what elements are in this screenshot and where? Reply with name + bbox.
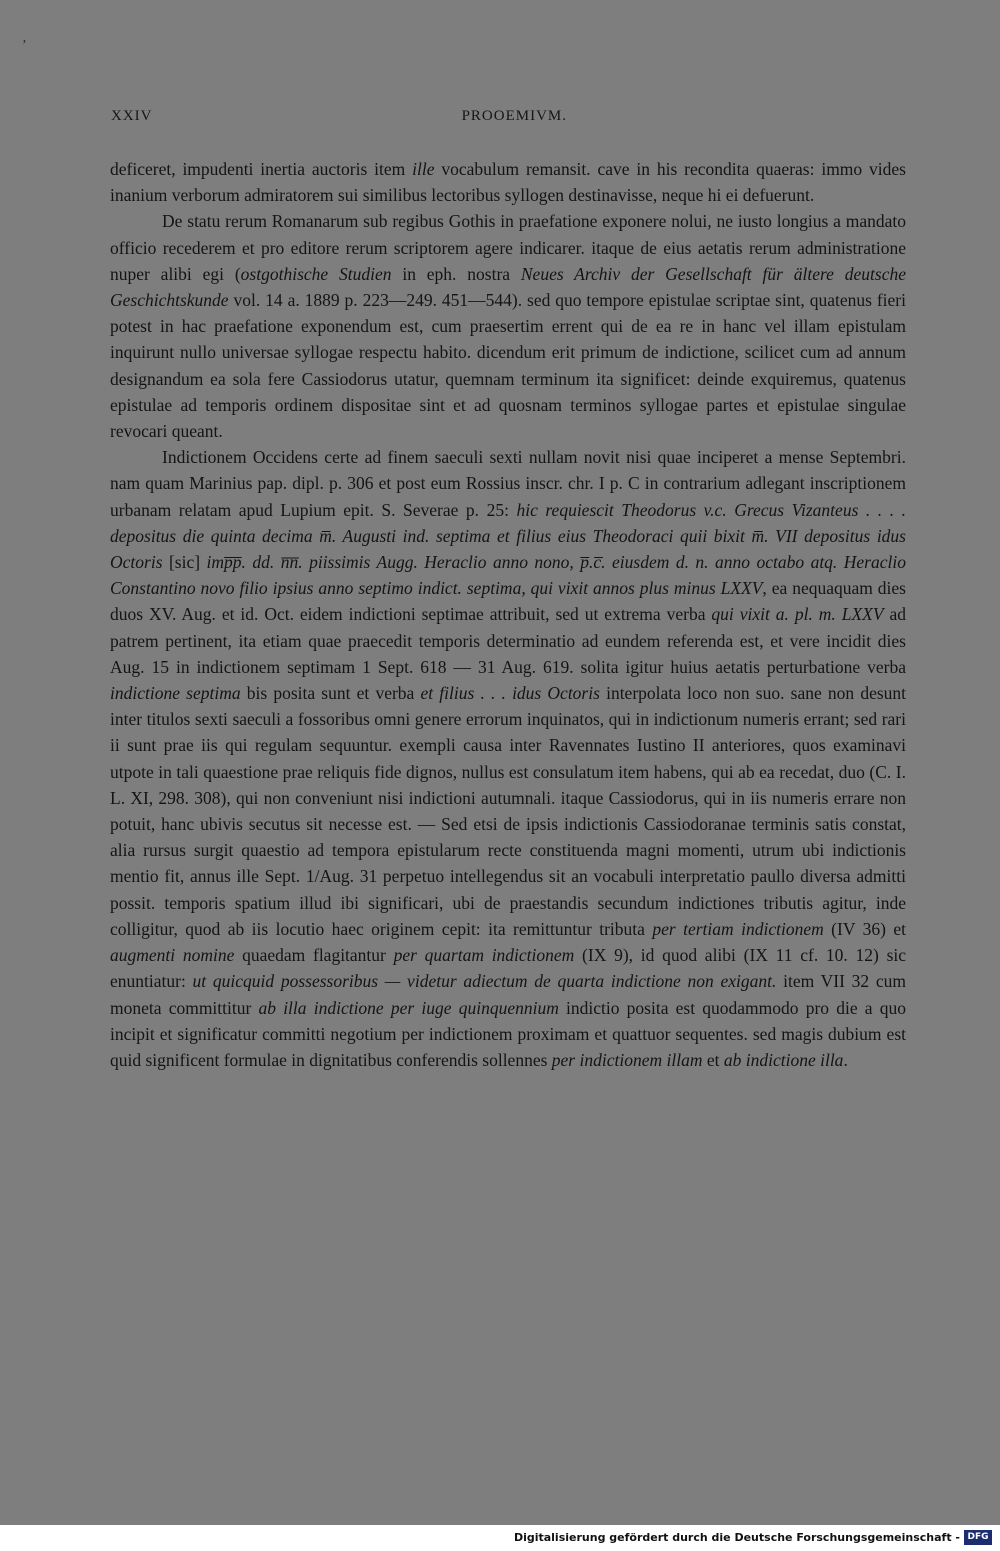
text-run: vocabulum remansit. cave in his recondita quaeras: immo vides inanium verborum admiratorem sui similibus lectoribus syllogen destinavisse, neque hi ei defuerunt. (110, 159, 906, 206)
footer-credit: Digitalisierung gefördert durch die Deutsche Forschungsgemeinschaft - (513, 1531, 960, 1544)
italic-text: per indictionem illam (551, 1049, 703, 1070)
text-run: deficeret, impudenti inertia auctoris item (110, 159, 413, 179)
italic-text: per tertiam indictionem (652, 918, 824, 939)
italic-text: ab illa indictione per iuge quinquennium (258, 997, 559, 1018)
italic-text: augmenti nomine (110, 945, 235, 966)
italic-text: qui vixit a. pl. m. LXXV (711, 604, 884, 625)
text-run: ad patrem pertinent, ita etiam quae praecedit temporis determinatio ad eundem referenda est, et vere incidit dies Aug. 15 in indictionem septimam 1 Sept. 618 — 31 Aug. 619. solita igitur huius aetatis perturbatione verba (110, 604, 906, 677)
text-run: item VII 32 cum moneta committitur (110, 971, 906, 1018)
italic-text: hic requiescit Theodorus v.c. Grecus Vizanteus . . . . depositus die quinta decima m̅. Augusti ind. septima et filius eius Theodoraci quii bixit m̅. VII depositus idus Octoris (110, 499, 906, 573)
text-run: bis posita sunt et verba (240, 683, 421, 704)
text-run: in eph. nostra (391, 263, 521, 284)
text-run: , ea nequaquam dies duos XV. Aug. et id. Oct. eidem indictioni septimae attribuit, sed ut extrema verba (110, 578, 906, 625)
italic-text: ut quicquid possessoribus — videtur adiectum de quarta indictione non exigant. (192, 971, 777, 992)
paragraph (110, 156, 906, 208)
text-run: De statu rerum Romanarum sub regibus Gothis in praefatione exponere nolui, ne iusto longius a mandato officio recederem et pro editore rerum scriptorem agere indicarer. itaque de eius aetatis rerum administratione nuper alibi egi ( (110, 211, 906, 284)
scan-mark: ʼ (22, 38, 27, 53)
page-number: XXIV (111, 108, 153, 124)
text-run: indictio posita est quodammodo pro die a quo incipit et significatur committi negotium per indictionem proximam et quattuor sequentes. sed magis dubium est quid significent formulae in dignitatibus conferendis sollennes (110, 997, 906, 1070)
italic-text: Neues Archiv der Gesellschaft für ältere deutsche Geschichtskunde (110, 263, 906, 311)
page-heading: PROOEMIVM. (461, 108, 567, 124)
italic-text: imp̅p̅. dd. n̅n̅. piissimis Augg. Heraclio anno nono, p̅.c̅. eiusdem d. n. anno octabo atq. Heraclio Constantino novo filio ipsius anno septimo indict. septima, qui vixit annos plus minus LXXV (110, 552, 906, 599)
footer-bar (0, 1525, 1000, 1551)
text-run: interpolata loco non suo. sane non desunt inter titulos sexti saeculi a fossoribus omni genere errorum inquinatos, qui in indictionum numeris errant; sed rari ii sunt prae iis qui regulam sequuntur. exempli causa inter Ravennates Iustino II anteriores, quos examinavi utpote in tali quaestione prae reliquis fide dignos, nullus est consulatum item habens, qui ab ea recedat, duo (C. I. L. XI, 298. 308), qui non conveniunt nisi indictioni autumnali. itaque Cassiodorus, qui in iis numeris errare non potuit, hanc ubivis secutus sit necesse est. — Sed etsi de ipsis indictionis Cassiodoranae terminis satis constat, alia rursus surgit quaestio ad tempora epistularum recte constituenda magni momenti, utrum ubi indictionis mentio fit, annus ille Sept. 1/Aug. 31 perpetuo intellegendus sit an vocabuli interpretatio paullo diversa admitti possit. temporis spatium illud ibi significari, ubi de praestandis secundum indictiones tributis agitur, inde colligitur, quod ab iis locutio haec originem cepit: ita remittuntur tributa (110, 683, 907, 939)
text-run: (IX 9), id quod alibi (IX 11 cf. 10. 12) sic enuntiatur: (110, 945, 907, 992)
text-run: vol. 14 a. 1889 p. 223—249. 451—544). sed quo tempore epistulae scriptae sint, quatenus fieri potest in hac praefatione exponendum est, cum praesertim errent qui de ea re in hanc vel illam epistulam inquirunt nullo universae syllogae respectu habito. dicendum erit primum de indictione, scilicet cum ad annum designandum ea sola fere Cassiodorus utatur, quemnam terminum ita significet: deinde exquiremus, quatenus epistulae ad temporis ordinem dispositae sint et ad quosnam terminos syllogae partes et epistulae singulae revocari queant. (110, 290, 906, 442)
dfg-logo: DFG (964, 1530, 992, 1545)
italic-text: ille (412, 159, 435, 179)
italic-text: per quartam indictionem (393, 945, 575, 966)
italic-text: et filius . . . idus Octoris (420, 683, 600, 704)
paragraph (110, 208, 906, 444)
paragraph (110, 444, 906, 1073)
text-run: (IV 36) et (823, 918, 906, 939)
text-run: et (702, 1049, 724, 1070)
italic-text: indictione septima (110, 683, 241, 704)
text-run: quaedam flagitantur (234, 945, 394, 966)
running-head (111, 108, 567, 130)
text-run: . (843, 1049, 848, 1070)
text-run: [sic] (162, 552, 207, 573)
italic-text: ab indictione illa (723, 1049, 844, 1070)
body-text (110, 156, 906, 1073)
text-run: Indictionem Occidens certe ad finem saeculi sexti nullam novit nisi quae inciperet a mense Septembri. nam quam Marinius pap. dipl. p. 306 et post eum Rossius inscr. chr. I p. C in contrarium adlegant inscriptionem urbanam relatam apud Lupium epit. S. Severae p. 25: (110, 447, 906, 520)
italic-text: ostgothische Studien (240, 263, 392, 284)
